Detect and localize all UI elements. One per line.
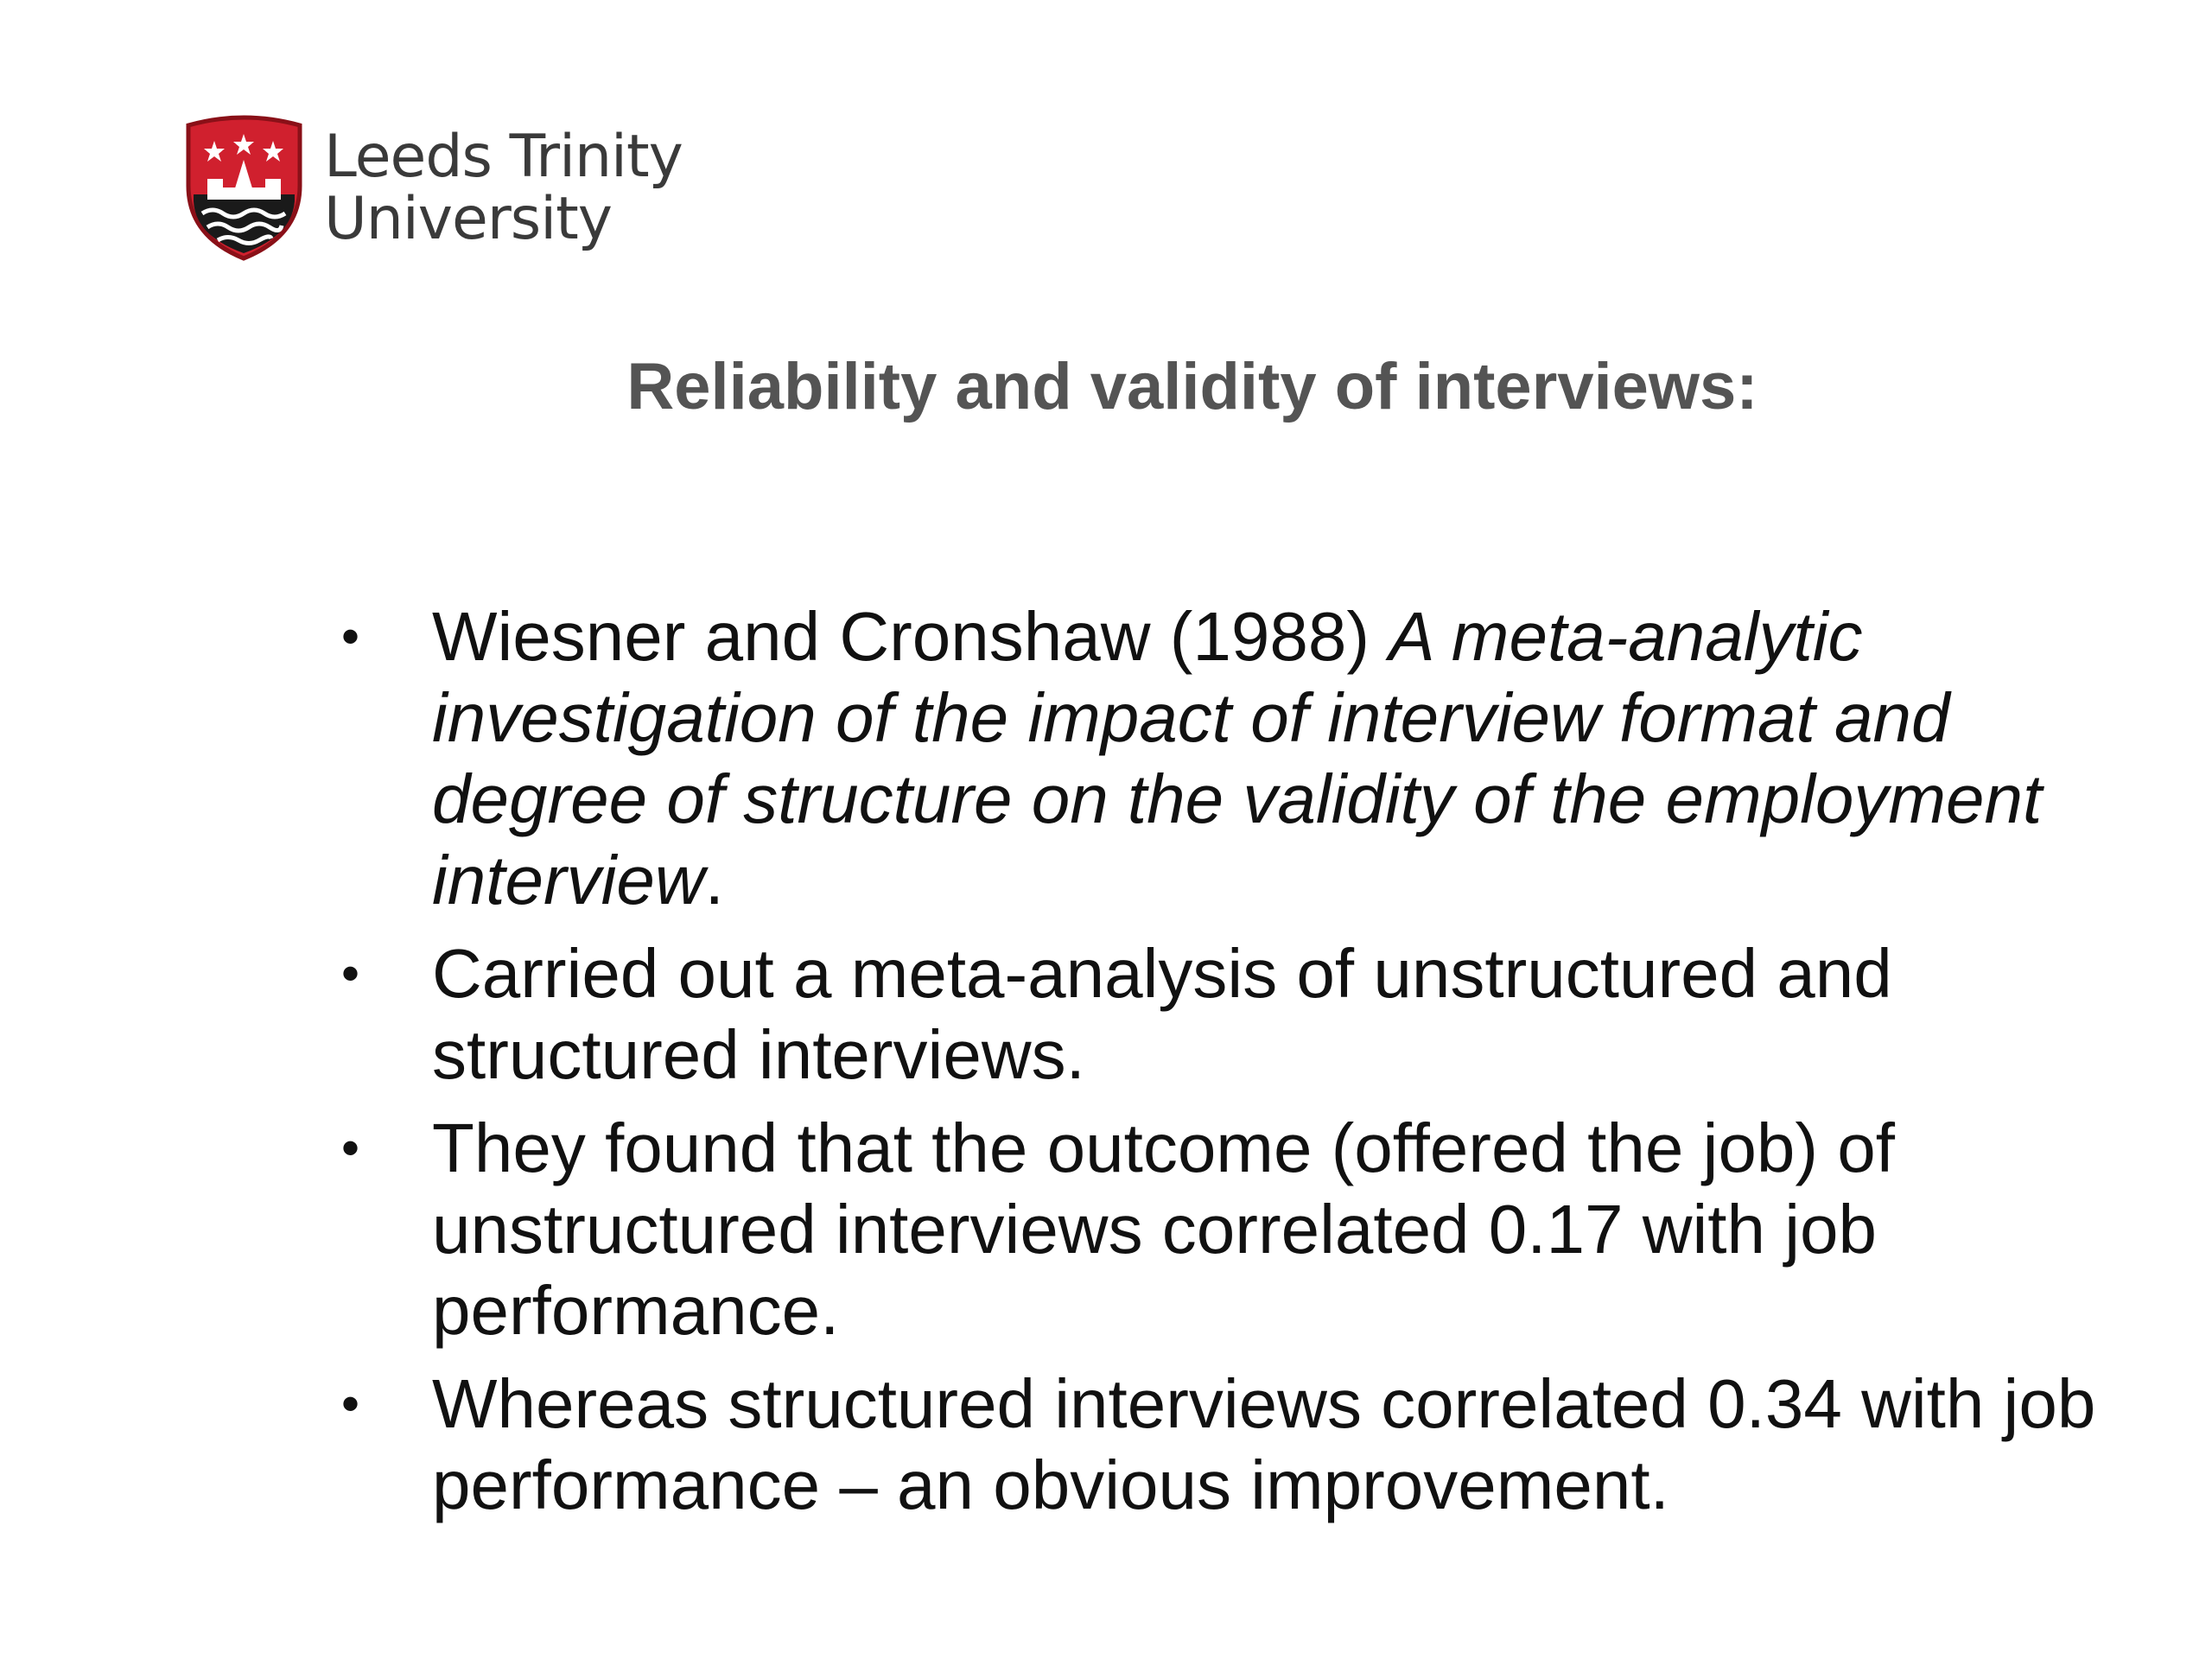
bullet-dot: •: [341, 944, 360, 1002]
university-logo: [181, 115, 683, 262]
citation-title: A meta-analytic investigation of the impact of interview format and degree of structure on the validity of the employment interview: [432, 598, 2043, 918]
bullet-text: They found that the outcome (offered the job) of unstructured interviews correlated 0.17 with job performance.: [432, 1109, 1895, 1349]
logo-wordmark: [324, 123, 683, 253]
citation-authors: Wiesner and Cronshaw (1988): [432, 598, 1389, 675]
bullet-item-2: [341, 933, 2104, 1096]
bullet-item-3: [341, 1108, 2104, 1351]
bullet-dot: •: [341, 1119, 360, 1177]
bullet-list: [341, 596, 2104, 1538]
logo-line-2: University: [324, 185, 613, 253]
bullet-item-4: [341, 1363, 2104, 1526]
slide-title: Reliability and validity of interviews:: [626, 350, 1758, 423]
bullet-dot: •: [341, 607, 360, 665]
bullet-text: [432, 596, 2104, 921]
bullet-item-1: [341, 596, 2104, 921]
bullet-text: Carried out a meta-analysis of unstructured and structured interviews.: [432, 935, 1892, 1093]
shield-crest-icon: [181, 115, 307, 262]
bullet-dot: •: [341, 1375, 360, 1433]
logo-line-1: Leeds Trinity: [324, 123, 683, 191]
bullet-text: Whereas structured interviews correlated 0.34 with job performance – an obvious improvement.: [432, 1365, 2096, 1523]
citation-period: .: [704, 842, 724, 918]
